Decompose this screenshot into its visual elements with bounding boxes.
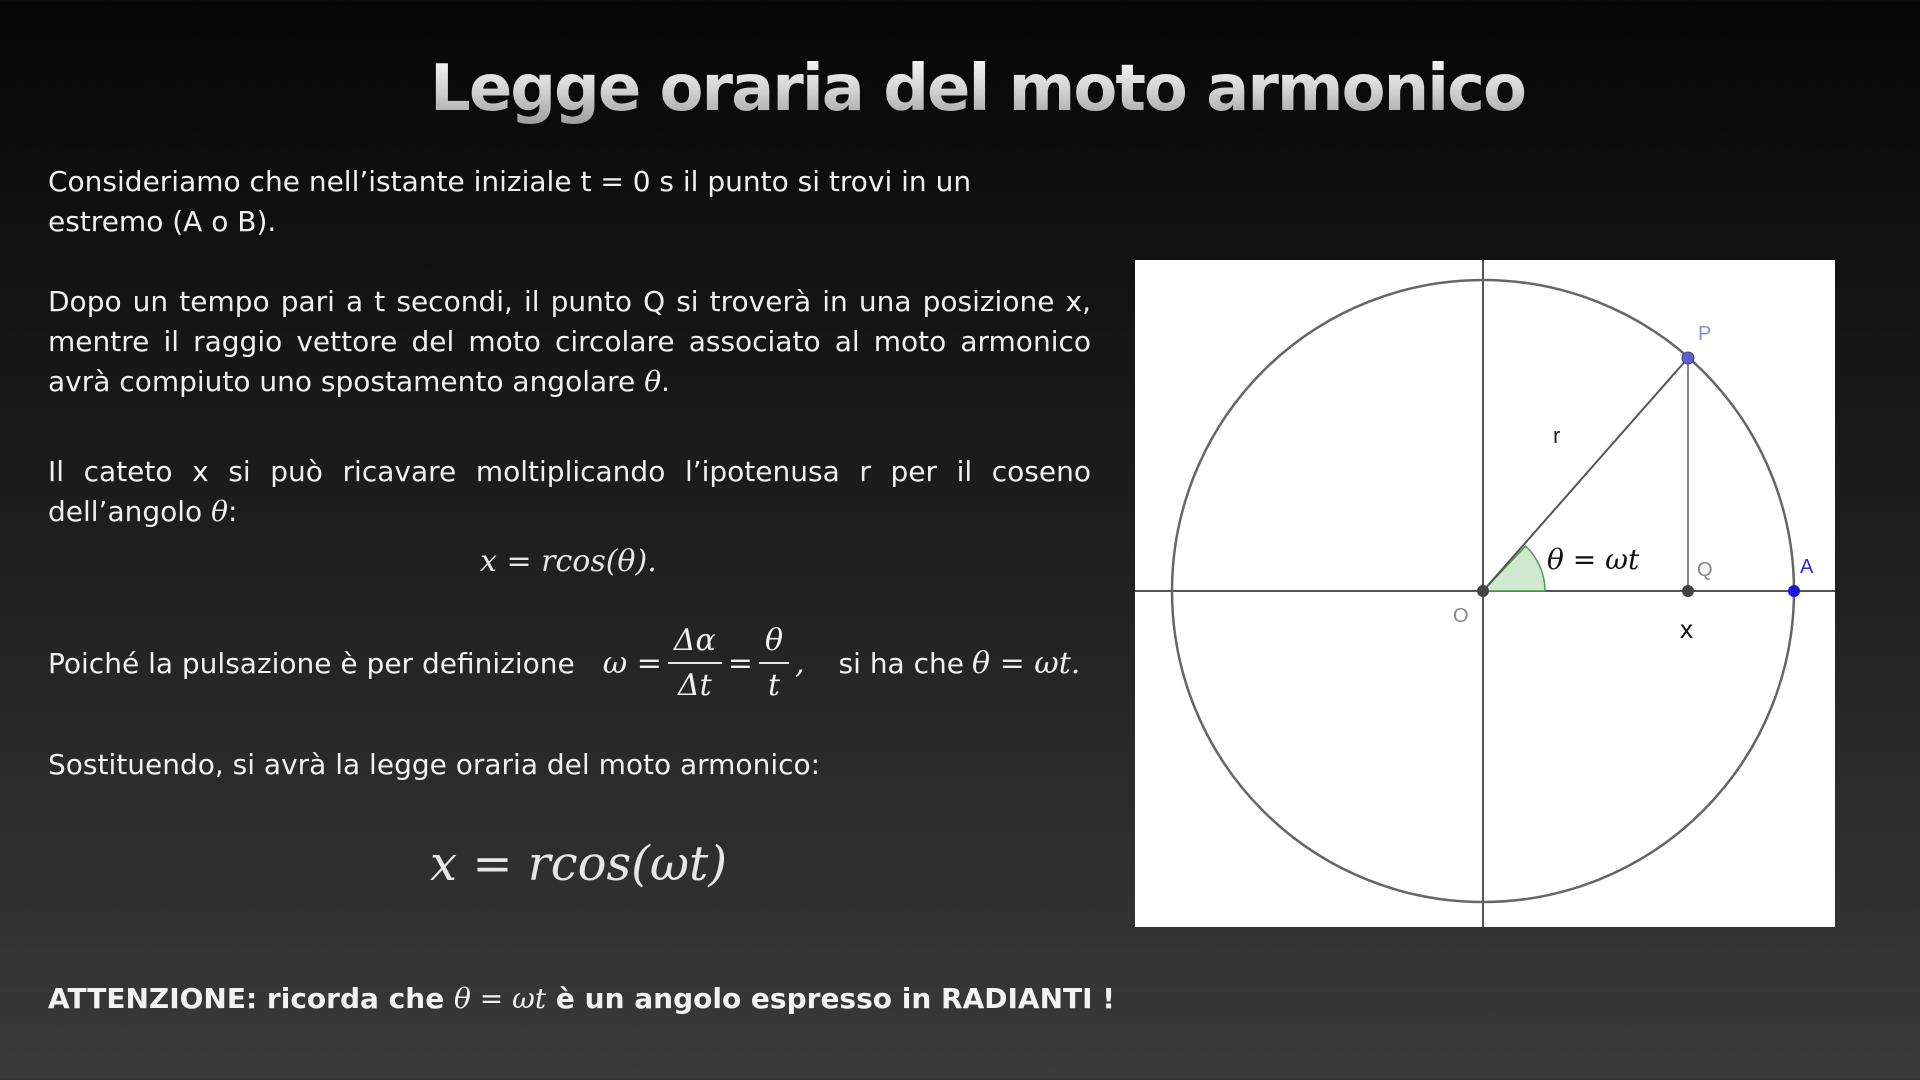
comma: , [795,645,805,681]
harmonic-law-equation: x = rcos(ωt) [430,836,728,892]
theta-num: θ [759,623,789,664]
origin-point [1477,585,1489,597]
t-den: t [767,668,780,703]
theta-fraction [759,623,789,703]
angle-arc [1483,546,1545,591]
omega-lhs: ω = [602,645,662,681]
delta-t: Δt [677,668,712,703]
unit-circle-diagram [1135,260,1835,927]
pulsation-text: Poiché la pulsazione è per definizione [48,646,575,680]
warning-formula: θ = ωt [453,982,547,1015]
label-x: x [1680,614,1693,644]
label-o: O [1453,605,1469,627]
position-text: Dopo un tempo pari a t secondi, il punto Q si troverà in una posizione x, mentre il raggio vettore del moto circolare associato al moto armonico avrà compiuto uno spostamento angolare [48,285,1091,398]
label-p: P [1698,323,1712,345]
warning-suffix: è un angolo espresso in RADIANTI ! [555,982,1116,1015]
substitution-paragraph: Sostituendo, si avrà la legge oraria del moto armonico: [48,748,821,781]
delta-alpha: Δα [668,623,722,664]
equals-sign: = [727,645,753,681]
colon: : [227,495,238,528]
cosine-equation: x = rcos(θ). [480,544,657,579]
conclusion-text: si ha che [838,646,964,680]
theta-symbol: θ [211,495,228,528]
intro-paragraph: Consideriamo che nell’istante iniziale t = 0 s il punto si trovi in un estremo (A o B). [48,165,972,238]
warning-note [48,982,1115,1015]
label-r: r [1553,423,1561,448]
label-q: Q [1697,559,1713,581]
circle-svg [1135,260,1835,927]
label-theta: θ = ωt [1547,543,1640,576]
cosine-paragraph [48,452,1091,532]
position-paragraph [48,282,1091,402]
pulsation-line [48,618,1080,708]
delta-fraction [668,623,722,703]
point-a [1788,585,1800,597]
point-p [1682,352,1694,364]
theta-symbol: θ [644,365,662,398]
point-q [1682,585,1694,597]
theta-omega-t: θ = ωt. [972,645,1081,681]
cosine-text: Il cateto x si può ricavare moltiplicando l’ipotenusa r per il coseno dell’angolo [48,455,1091,528]
label-a: A [1800,556,1814,578]
period: . [661,365,670,398]
warning-prefix: ATTENZIONE: ricorda che [48,982,445,1015]
slide-title: Legge oraria del moto armonico [0,52,1920,126]
